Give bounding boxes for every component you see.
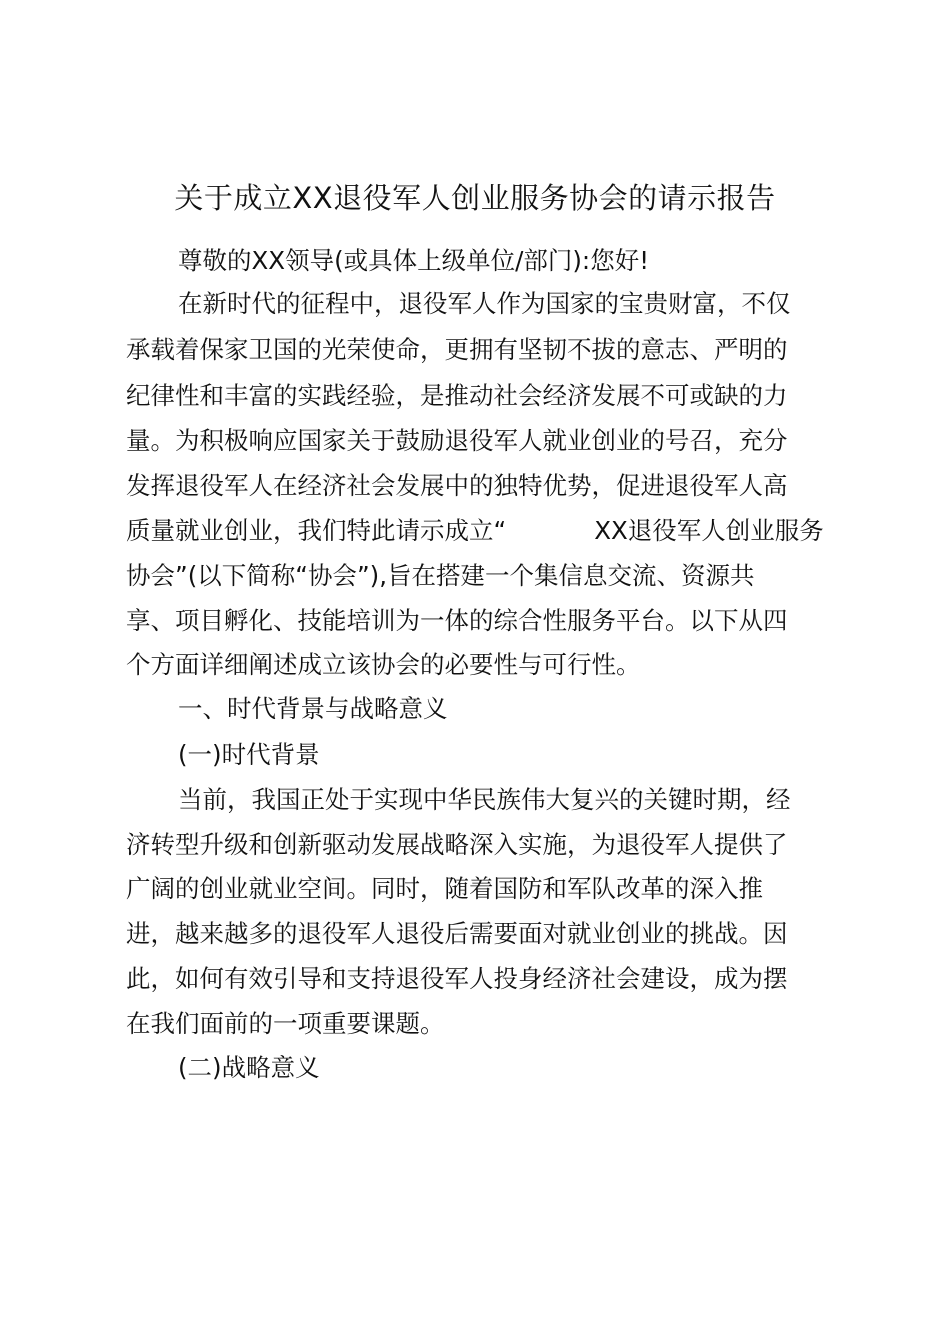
section-heading: 一、时代背景与战略意义 [178,694,448,723]
paragraph-line: 在我们面前的一项重要课题。 [126,1009,445,1038]
document-title: 关于成立XX退役军人创业服务协会的请示报告 [174,181,776,215]
paragraph-line: 当前，我国正处于实现中华民族伟大复兴的关键时期，经 [178,785,791,814]
paragraph-line: 享、项目孵化、技能培训为一体的综合性服务平台。以下从四 [126,606,788,635]
paragraph-line [126,511,826,551]
paragraph-line-part: XX退役军人创业服务 [594,516,824,545]
paragraph-line: 济转型升级和创新驱动发展战略深入实施，为退役军人提供了 [126,830,788,859]
subsection-heading: (一)时代背景 [178,740,320,769]
paragraph-line: 个方面详细阐述成立该协会的必要性与可行性。 [126,650,641,679]
salutation: 尊敬的XX领导(或具体上级单位/部门):您好! [178,246,650,275]
paragraph-line: 承载着保家卫国的光荣使命，更拥有坚韧不拔的意志、严明的 [126,335,788,364]
paragraph-line: 纪律性和丰富的实践经验，是推动社会经济发展不可或缺的力 [126,381,788,410]
paragraph-line: 在新时代的征程中，退役军人作为国家的宝贵财富，不仅 [178,289,791,318]
paragraph-line: 进，越来越多的退役军人退役后需要面对就业创业的挑战。因 [126,919,788,948]
paragraph-line: 广阔的创业就业空间。同时，随着国防和军队改革的深入推 [126,874,763,903]
paragraph-line: 此，如何有效引导和支持退役军人投身经济社会建设，成为摆 [126,964,788,993]
paragraph-line-part: 质量就业创业，我们特此请示成立“ [126,516,507,545]
paragraph-line: 发挥退役军人在经济社会发展中的独特优势，促进退役军人高 [126,471,788,500]
paragraph-line: 协会”(以下简称“协会”),旨在搭建一个集信息交流、资源共 [126,561,755,590]
paragraph-line: 量。为积极响应国家关于鼓励退役军人就业创业的号召，充分 [126,426,788,455]
subsection-heading: (二)战略意义 [178,1053,320,1082]
